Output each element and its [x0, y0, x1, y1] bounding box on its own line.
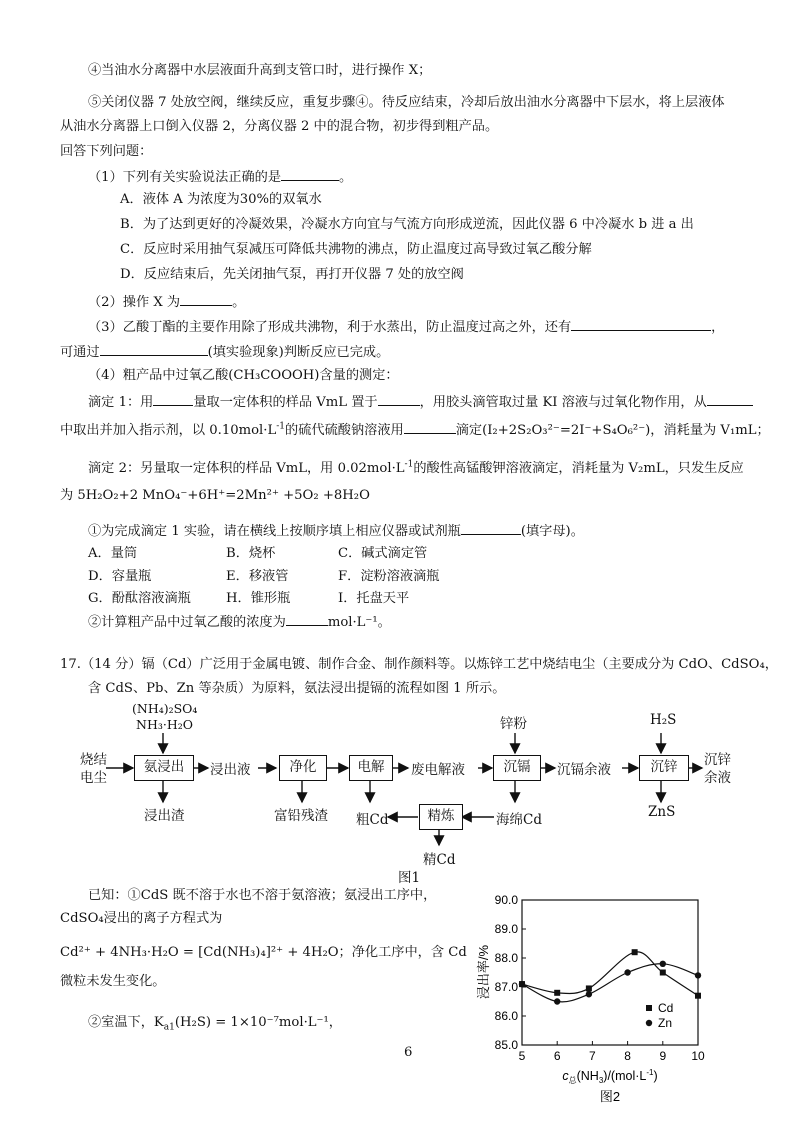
- process-zn-precipitation: 沉锌: [639, 755, 689, 781]
- known-ka-value: (H₂S) = 1×10⁻⁷mol·L⁻¹，: [174, 1015, 342, 1030]
- choice-a: A．量筒: [88, 546, 138, 561]
- t2-text-a: 滴定 2：另量取一定体积的样品 VmL，用 0.02mol·L: [88, 461, 405, 476]
- stream-spent-electrolyte: 废电解液: [411, 762, 465, 778]
- legend-cd-marker: [646, 1005, 652, 1011]
- q4-sub1: [88, 521, 584, 541]
- x-tick-label: 5: [518, 1049, 526, 1063]
- q3-line2: [60, 342, 389, 362]
- q1-option-c: C．反应时采用抽气泵减压可降低共沸物的沸点，防止温度过高导致过氧乙酸分解: [120, 242, 592, 257]
- known-line4: [88, 1014, 342, 1032]
- stream-leachate: 浸出液: [210, 762, 251, 778]
- q2-stem-text: （2）操作 X 为: [88, 295, 181, 310]
- series-cd-point: [632, 949, 638, 955]
- reagent-ammonia: NH₃·H₂O: [136, 717, 193, 732]
- t1-text-c: ，用胶头滴管取过量 KI 溶液与过氧化物作用，从: [419, 395, 707, 410]
- flow-diagram-arrows: [0, 695, 800, 875]
- y-tick-label: 88.0: [494, 951, 518, 965]
- legend-zn-label: Zn: [658, 1016, 673, 1030]
- x-tick-label: 8: [624, 1049, 631, 1063]
- t1-text-b: 量取一定体积的样品 VmL 置于: [193, 395, 378, 410]
- output-zns: ZnS: [648, 804, 676, 820]
- figure2-caption: 图2: [599, 1089, 621, 1104]
- series-cd-point: [695, 993, 701, 999]
- titration1-line2: 中取出并加入指示剂，以 $0.10mol\cdot L^{-1}$的硫代硫酸钠溶液用 滴定(I₂+2S₂O₃²⁻=2I⁻+S₄O₆²⁻)，消耗量为 V₁mL；: [60, 421, 770, 438]
- series-zn-point: [695, 972, 701, 978]
- output-lead-residue: 富铅残渣: [274, 808, 328, 824]
- output-leach-residue: 浸出渣: [144, 808, 185, 824]
- q2-stem-end: 。: [232, 295, 246, 310]
- x-tick-label: 6: [553, 1049, 561, 1063]
- output-pure-cd: 精Cd: [423, 852, 456, 868]
- q3-answer-blank-1[interactable]: [571, 317, 711, 331]
- reagent-h2s: H₂S: [650, 712, 677, 728]
- feed-label-1: 烧结: [80, 752, 107, 768]
- q3-answer-blank-2[interactable]: [100, 342, 208, 356]
- x-tick-label: 10: [691, 1049, 705, 1063]
- q3-text-b1: 可通过: [60, 345, 100, 360]
- reagent-ammonium-sulfate: (NH₄)₂SO₄: [132, 701, 198, 716]
- y-tick-label: 89.0: [494, 922, 518, 936]
- series-zn-point: [586, 991, 592, 997]
- t1-blank-1[interactable]: [153, 392, 193, 406]
- q2-stem: [88, 292, 245, 312]
- q4-sub2-text: ②计算粗产品中过氧乙酸的浓度为: [88, 615, 286, 630]
- choice-i: I．托盘天平: [338, 591, 410, 606]
- series-zn-point: [554, 998, 560, 1004]
- q1-option-d: D．反应结束后，先关闭抽气泵，再打开仪器 7 处的放空阀: [120, 267, 464, 282]
- q1-option-a: A．液体 A 为浓度为30%的双氧水: [120, 192, 322, 207]
- y-axis-label: 浸出率/%: [476, 944, 491, 1000]
- x-axis-label: $c_总(NH_3)/(mol\cdot L^{-1})$: [562, 1068, 658, 1085]
- q1-stem-text: （1）下列有关实验说法正确的是: [88, 170, 282, 185]
- q1-stem: [88, 167, 352, 187]
- process-refining: 精炼: [419, 804, 463, 830]
- t1-text-d: 中取出并加入指示剂，以 0.10mol·L: [60, 423, 277, 438]
- choice-e: E．移液管: [226, 569, 289, 584]
- series-cd-point: [554, 990, 560, 996]
- page-number: 6: [404, 1045, 413, 1060]
- q4-sub1-end: (填字母)。: [520, 524, 584, 539]
- known-ka-symbol: ②室温下，K: [88, 1015, 164, 1030]
- x-tick-label: 7: [589, 1049, 596, 1063]
- q3-text-a-end: ，: [711, 320, 725, 335]
- legend-cd-label: Cd: [658, 1001, 674, 1015]
- stream-cd-residual-liquid: 沉镉余液: [557, 762, 611, 778]
- output-sponge-cd: 海绵Cd: [496, 812, 542, 828]
- q4-sub2: [88, 612, 391, 632]
- x-tick-label: 9: [659, 1049, 667, 1063]
- q2-answer-blank[interactable]: [180, 292, 232, 306]
- y-tick-label: 86.0: [494, 1009, 518, 1023]
- t1-text-a: 滴定 1：用: [88, 395, 154, 410]
- step5-line-cont: 从油水分离器上口倒入仪器 2，分离仪器 2 中的混合物，初步得到粗产品。: [60, 119, 499, 134]
- q17-line1: 17.（14 分）镉（Cd）广泛用于金属电镀、制作合金、制作颜料等。以炼锌工艺中烧结电尘（主要成分为 CdO、CdSO₄，: [60, 657, 778, 672]
- t2-text-b: 的酸性高锰酸钾溶液滴定，消耗量为 V₂mL，只发生反应: [413, 461, 744, 476]
- step4-line: ④当油水分离器中水层液面升高到支管口时，进行操作 X；: [88, 63, 432, 78]
- q4-sub2-end: mol·L⁻¹。: [327, 615, 391, 630]
- t1-text-f: 滴定(I₂+2S₂O₃²⁻=2I⁻+S₄O₆²⁻)，消耗量为 V₁mL；: [455, 423, 770, 438]
- y-tick-label: 90.0: [494, 893, 518, 907]
- series-zn-point: [519, 981, 525, 987]
- q3-text-a: （3）乙酸丁酯的主要作用除了形成共沸物，利于水蒸出，防止温度过高之外，还有: [88, 320, 572, 335]
- t1-blank-4[interactable]: [404, 420, 456, 434]
- q17-line2: 含 CdS、Pb、Zn 等杂质）为原料，氨法浸出提镉的流程如图 1 所示。: [88, 681, 506, 696]
- output-zn-residual-2: 余液: [704, 770, 731, 786]
- choice-b: B．烧杯: [226, 546, 276, 561]
- series-cd-point: [586, 985, 592, 991]
- known-ka-subscript: a1: [163, 1022, 175, 1033]
- t1-text-e: 的硫代硫酸钠溶液用: [285, 423, 404, 438]
- series-zn-point: [660, 961, 666, 967]
- choice-d: D．容量瓶: [88, 569, 152, 584]
- step5-line: ⑤关闭仪器 7 处放空阀，继续反应，重复步骤④。待反应结束，冷却后放出油水分离器中下层水，将上层液体: [88, 95, 725, 110]
- y-tick-label: 85.0: [494, 1038, 518, 1052]
- titration2-line1: 滴定 2：另量取一定体积的样品 VmL，用 $0.02mol\cdot L^{-1}$的酸性高锰酸钾溶液滴定，消耗量为 V₂mL，只发生反应: [88, 459, 744, 476]
- q3-line1: [88, 317, 724, 337]
- known-line1: 已知：①CdS 既不溶于水也不溶于氨溶液；氨浸出工序中，: [88, 888, 437, 903]
- process-ammonia-leaching: 氨浸出: [134, 755, 194, 781]
- legend-zn-marker: [646, 1020, 652, 1026]
- q1-stem-end: 。: [339, 170, 353, 185]
- choice-g: G．酚酞溶液滴瓶: [88, 591, 191, 606]
- figure1-caption: 图1: [398, 870, 421, 886]
- q4-sub1-blank[interactable]: [461, 521, 521, 535]
- t1-blank-2[interactable]: [378, 392, 420, 406]
- process-purification: 净化: [279, 755, 327, 781]
- choice-c: C．碱式滴定管: [338, 546, 428, 561]
- q1-answer-blank[interactable]: [281, 167, 339, 181]
- answer-intro: 回答下列问题：: [60, 144, 153, 159]
- known-line3: 微粒未发生变化。: [60, 974, 166, 989]
- output-zn-residual-1: 沉锌: [704, 752, 731, 768]
- y-tick-label: 87.0: [494, 980, 518, 994]
- output-crude-cd: 粗Cd: [356, 812, 389, 828]
- series-cd-point: [660, 970, 666, 976]
- q4-sub1-text: ①为完成滴定 1 实验，请在横线上按顺序填上相应仪器或试剂瓶: [88, 524, 461, 539]
- q3-text-b2: (填实验现象)判断反应已完成。: [207, 345, 390, 360]
- q4-sub2-blank[interactable]: [286, 612, 328, 626]
- series-cd-line: [522, 952, 698, 996]
- legend: [646, 1001, 674, 1030]
- known-equation: Cd²⁺ + 4NH₃·H₂O = [Cd(NH₃)₄]²⁺ + 4H₂O；净化工序中，含 Cd: [60, 945, 467, 960]
- process-electrolysis: 电解: [349, 755, 393, 781]
- leaching-rate-chart: [470, 890, 750, 1126]
- titration1-line1: [88, 392, 753, 412]
- q4-stem: （4）粗产品中过氧乙酸(CH₃COOOH)含量的测定：: [88, 368, 399, 383]
- process-cd-precipitation: 沉镉: [493, 755, 541, 781]
- choice-f: F．淀粉溶液滴瓶: [338, 569, 440, 584]
- titration2-equation: 为 5H₂O₂+2 MnO₄⁻+6H⁺=2Mn²⁺ +5O₂ +8H₂O: [60, 488, 370, 503]
- series-zn-point: [624, 969, 630, 975]
- known-line2: CdSO₄浸出的离子方程式为: [60, 911, 223, 926]
- choice-h: H．锥形瓶: [226, 591, 291, 606]
- reagent-zinc-powder: 锌粉: [500, 716, 527, 732]
- t1-blank-3[interactable]: [707, 392, 753, 406]
- feed-label-2: 电尘: [80, 770, 107, 786]
- q1-option-b: B．为了达到更好的冷凝效果，冷凝水方向宜与气流方向形成逆流，因此仪器 6 中冷凝水 b 进 a 出: [120, 217, 694, 232]
- series-zn-line: [522, 964, 698, 1002]
